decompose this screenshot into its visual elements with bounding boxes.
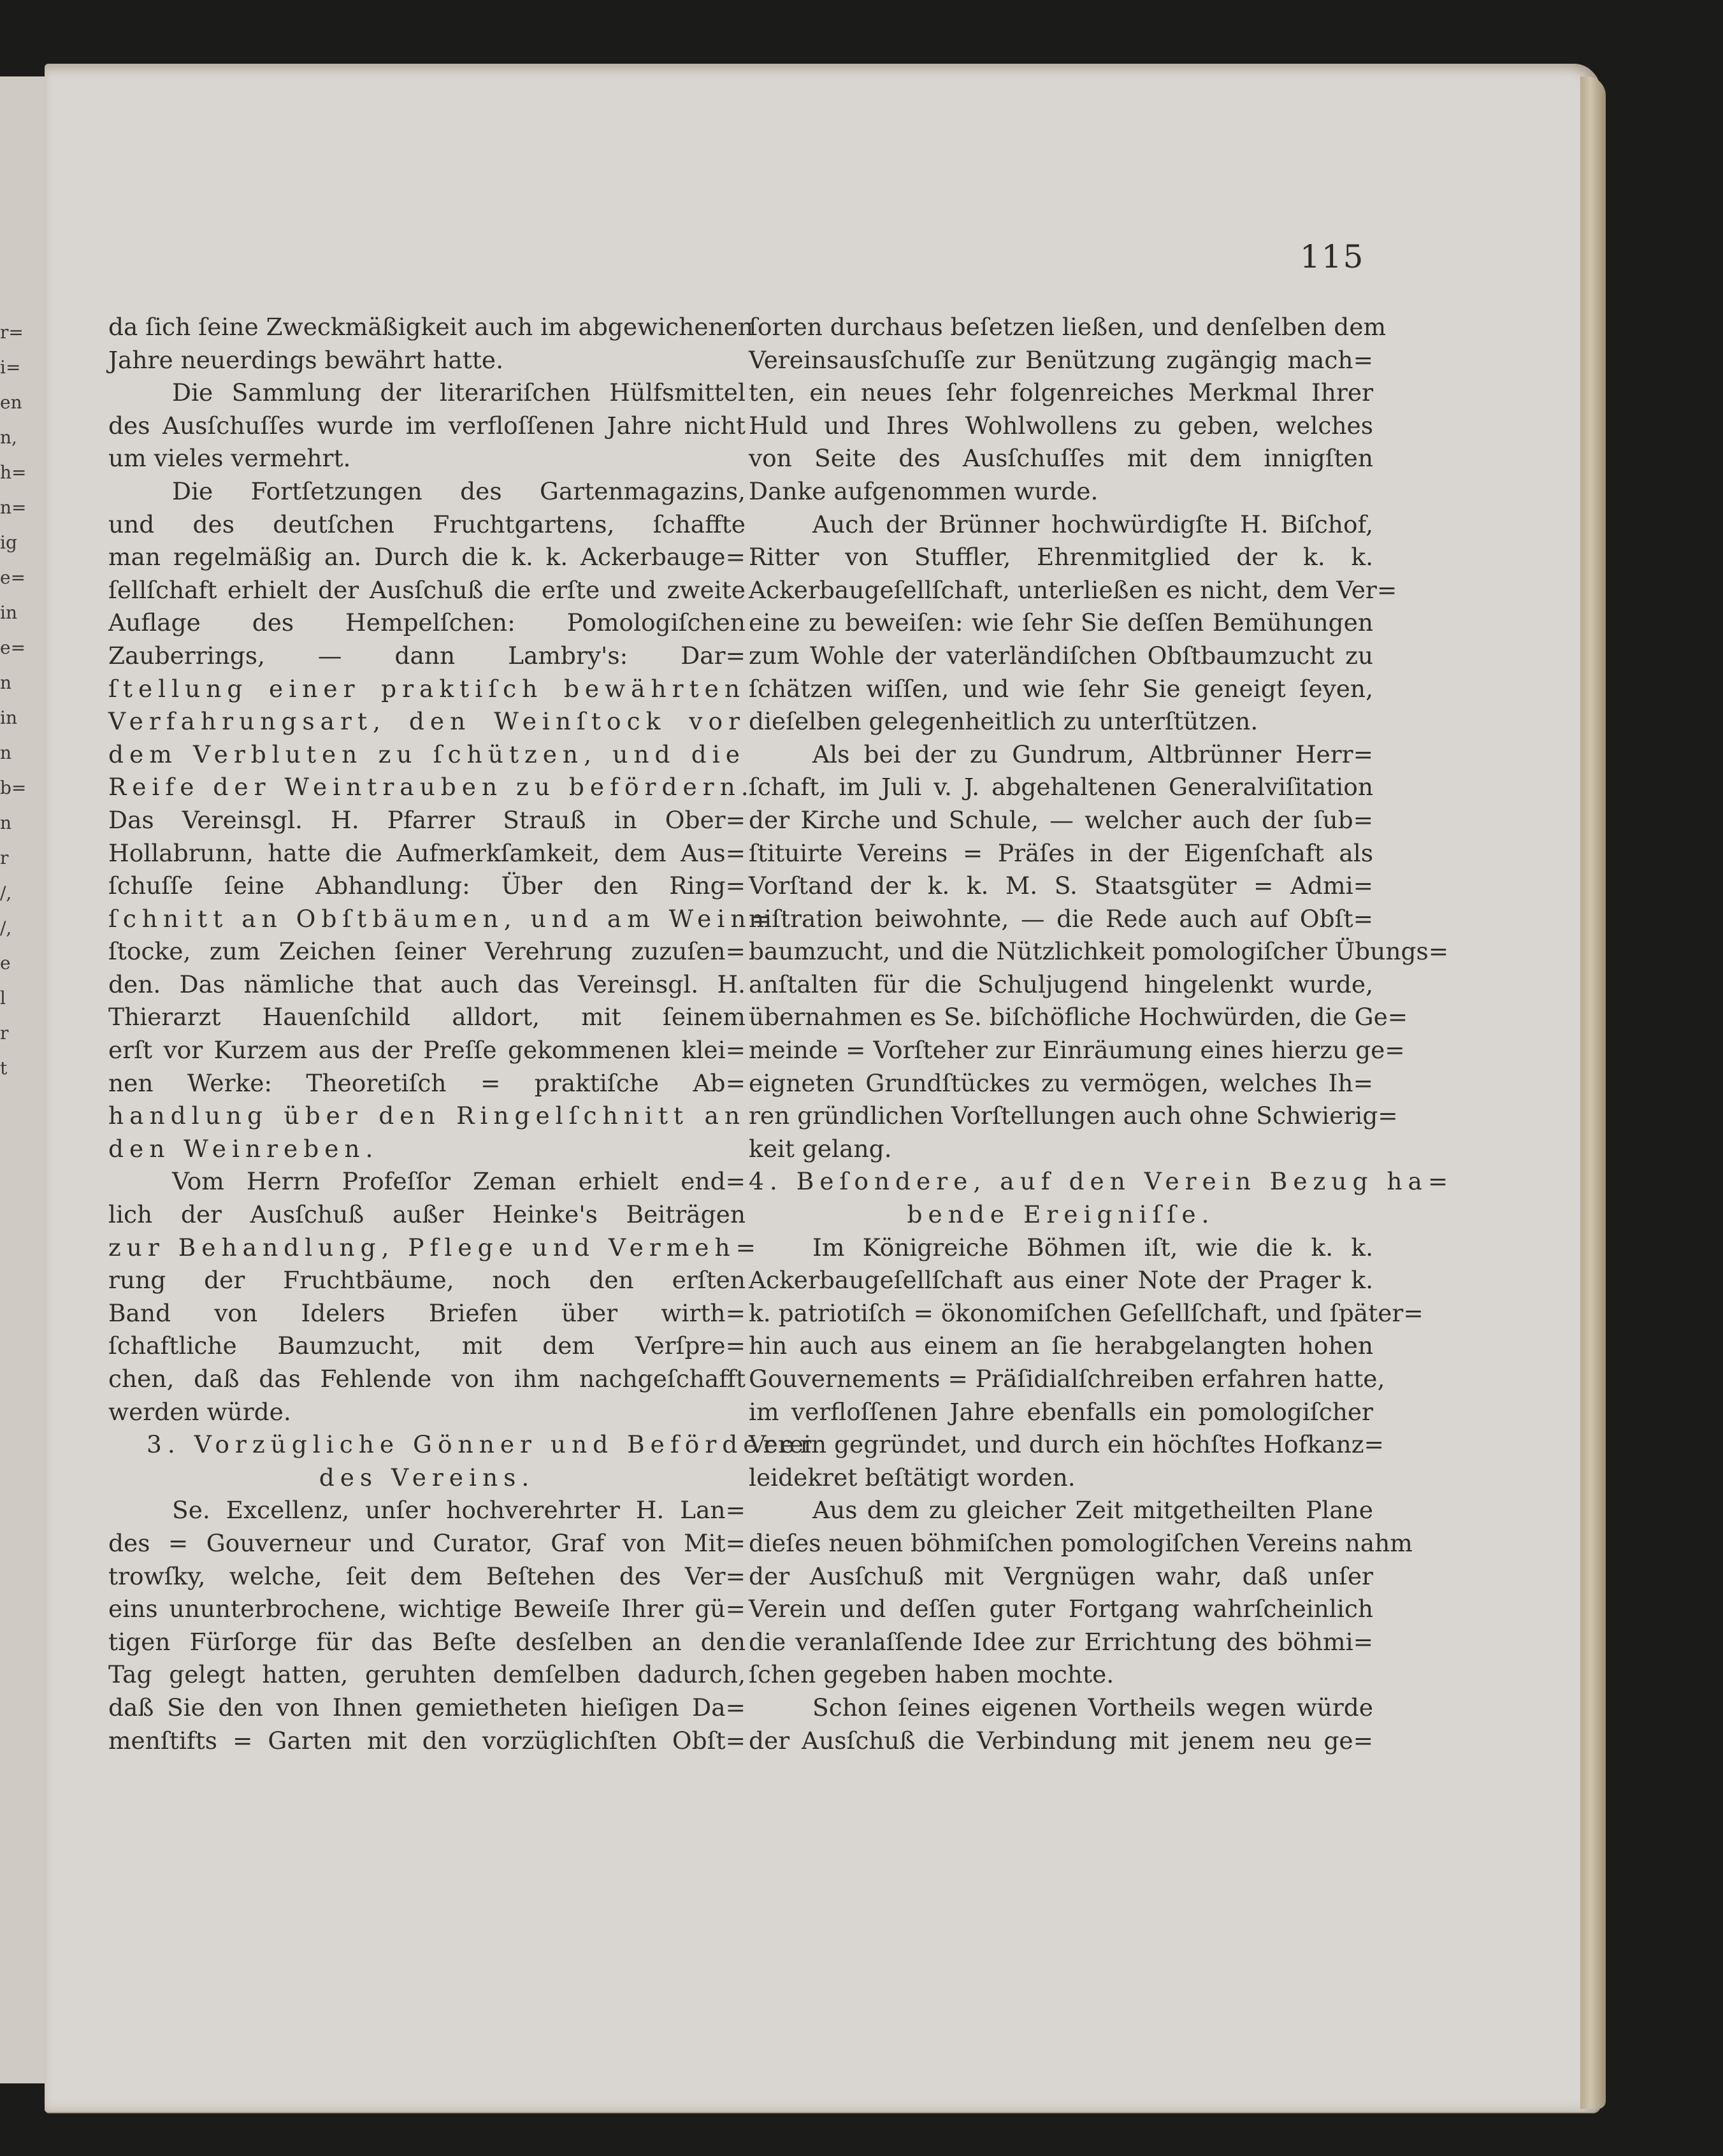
text-line: ren gründlichen Vorſtellungen auch ohne Schwierig= — [749, 1102, 1398, 1130]
text-line: die veranlaſſende Idee zur Errichtung des böhmi= — [749, 1627, 1373, 1656]
text-line: ſellſchaft erhielt der Ausſchuß die erſte und zweite — [108, 575, 746, 604]
facing-page-fragment: e= — [0, 637, 26, 658]
text-line: da ſich ſeine Zweckmäßigkeit auch im abgewichenen — [108, 313, 754, 341]
text-line: des Ausſchuſſes wurde im verfloſſenen Jahre nicht — [108, 411, 746, 440]
text-line: Huld und Ihres Wohlwollens zu geben, welches — [749, 411, 1373, 440]
facing-page-fragment: e — [0, 952, 11, 974]
text-line: man regelmäßig an. Durch die k. k. Ackerbauge= — [108, 543, 746, 571]
facing-page-fragment: in — [0, 602, 17, 623]
facing-page-fragment: e= — [0, 567, 26, 588]
text-line: um vieles vermehrt. — [108, 444, 351, 473]
text-line: Im Königreiche Böhmen iſt, wie die k. k. — [812, 1233, 1373, 1261]
text-line: Vereinsausſchuſſe zur Benützung zugängig mach= — [749, 345, 1373, 374]
text-line: ten, ein neues ſehr folgenreiches Merkmal Ihrer — [749, 378, 1373, 407]
facing-page-fragment: /, — [0, 917, 12, 938]
text-line: Thierarzt Hauenſchild alldort, mit ſeinem — [108, 1003, 746, 1031]
text-line: ſtellung einer praktiſch bewährten — [108, 674, 746, 703]
text-line: Band von Idelers Briefen über wirth= — [108, 1298, 746, 1327]
facing-page-fragment: l — [0, 988, 6, 1009]
text-line: des = Gouverneur und Curator, Graf von Mit= — [108, 1528, 746, 1557]
facing-page-fragment: in — [0, 707, 17, 728]
text-line: ſchen gegeben haben mochte. — [749, 1660, 1114, 1689]
text-line: Verein und deſſen guter Fortgang wahrſcheinlich — [749, 1595, 1373, 1623]
text-line: ſorten durchaus beſetzen ließen, und denſelben dem — [749, 313, 1387, 341]
text-line: Das Vereinsgl. H. Pfarrer Strauß in Ober= — [108, 805, 746, 834]
facing-page-fragment: r — [0, 1023, 9, 1044]
facing-page-fragment: /, — [0, 882, 12, 903]
facing-page-fragment: n — [0, 742, 12, 763]
text-line: Ackerbaugeſellſchaft aus einer Note der Prager k. — [749, 1266, 1373, 1295]
text-line: eigneten Grundſtückes zu vermögen, welches Ih= — [749, 1068, 1373, 1097]
text-line: zur Behandlung, Pflege und Vermeh= — [108, 1233, 762, 1261]
text-line: der Kirche und Schule, — welcher auch der ſub= — [749, 805, 1373, 834]
text-line: Aus dem zu gleicher Zeit mitgetheilten Plane — [812, 1496, 1373, 1525]
text-line: Schon ſeines eigenen Vortheils wegen würde — [812, 1693, 1373, 1721]
text-line: k. patriotiſch = ökonomiſchen Geſellſchaft, und ſpäter= — [749, 1298, 1424, 1327]
text-line: ſtituirte Vereins = Präſes in der Eigenſchaft als — [749, 838, 1373, 867]
text-line: nen Werke: Theoretiſch = praktiſche Ab= — [108, 1068, 746, 1097]
text-line: ſchaft, im Juli v. J. abgehaltenen Generalviſitation — [749, 773, 1373, 801]
text-line: Verfahrungsart, den Weinſtock vor — [108, 707, 746, 736]
facing-page-fragment: i= — [0, 357, 21, 378]
text-line: Als bei der zu Gundrum, Altbrünner Herr= — [812, 740, 1373, 768]
text-line: Jahre neuerdings bewährt hatte. — [108, 345, 503, 374]
text-line: ſchaftliche Baumzucht, mit dem Verſpre= — [108, 1332, 746, 1360]
facing-page-fragment: b= — [0, 777, 27, 798]
left-text-column — [108, 311, 818, 1757]
text-line: Ritter von Stuffler, Ehrenmitglied der k. k. — [749, 543, 1373, 571]
text-line: den. Das nämliche that auch das Vereinsgl. H. — [108, 970, 746, 998]
text-line: Die Sammlung der literariſchen Hülfsmittel — [172, 378, 746, 407]
text-line: keit gelang. — [749, 1134, 892, 1163]
text-line: 4. Beſondere, auf den Verein Bezug ha= — [749, 1167, 1454, 1196]
text-line: eins ununterbrochene, wichtige Beweiſe Ihrer gü= — [108, 1595, 746, 1623]
facing-page-fragment: n — [0, 812, 12, 833]
text-line: dem Verbluten zu ſchützen, und die — [108, 740, 746, 768]
facing-page-fragment: n — [0, 672, 12, 693]
text-line: leidekret beſtätigt worden. — [749, 1463, 1076, 1491]
text-line: chen, daß das Fehlende von ihm nachgeſchafft — [108, 1365, 746, 1393]
text-line: erſt vor Kurzem aus der Preſſe gekommenen klei= — [108, 1036, 746, 1065]
text-line: Verein gegründet, und durch ein höchſtes Hofkanz= — [749, 1430, 1384, 1459]
text-line: handlung über den Ringelſchnitt an — [108, 1102, 746, 1130]
text-line: tigen Fürſorge für das Beſte desſelben an den — [108, 1627, 746, 1656]
text-line: der Ausſchuß mit Vergnügen wahr, daß unſer — [749, 1562, 1373, 1590]
text-line: Ackerbaugeſellſchaft, unterließen es nicht, dem Ver= — [749, 575, 1397, 604]
text-line: eine zu beweiſen: wie ſehr Sie deſſen Bemühungen — [749, 608, 1373, 637]
text-line: zum Wohle der vaterländiſchen Obſtbaumzucht zu — [749, 641, 1373, 670]
facing-page-fragment: en — [0, 392, 22, 413]
facing-page-fragment: n= — [0, 497, 27, 518]
facing-page-fragment: ig — [0, 532, 17, 553]
text-line: bende Ereigniſſe. — [907, 1200, 1215, 1229]
text-line: meinde = Vorſteher zur Einräumung eines hierzu ge= — [749, 1036, 1405, 1065]
text-line: ſchuſſe ſeine Abhandlung: Über den Ring= — [108, 872, 746, 900]
facing-page-fragment: r= — [0, 322, 24, 343]
text-line: den Weinreben. — [108, 1134, 379, 1163]
text-line: dieſes neuen böhmiſchen pomologiſchen Vereins nahm — [749, 1528, 1413, 1557]
facing-page-fragment: n, — [0, 427, 17, 448]
text-line: menſtifts = Garten mit den vorzüglichſten Obſt= — [108, 1726, 746, 1755]
text-line: daß Sie den von Ihnen gemietheten hieſigen Da= — [108, 1693, 746, 1721]
text-line: niſtration beiwohnte, — die Rede auch auf Obſt= — [749, 904, 1373, 933]
text-line: Gouvernements = Präſidialſchreiben erfahren hatte, — [749, 1365, 1385, 1393]
page-number: 115 — [1300, 238, 1365, 275]
text-line: trowſky, welche, ſeit dem Beſtehen des Ver= — [108, 1562, 746, 1590]
text-line: der Ausſchuß die Verbindung mit jenem neu ge= — [749, 1726, 1373, 1755]
facing-page-fragment: t — [0, 1058, 8, 1079]
text-line: im verfloſſenen Jahre ebenfalls ein pomologiſcher — [749, 1397, 1373, 1426]
text-line: Tag gelegt hatten, geruhten demſelben dadurch, — [108, 1660, 746, 1689]
text-line: Auch der Brünner hochwürdigſte H. Biſchof, — [812, 510, 1373, 538]
text-line: ſtocke, zum Zeichen ſeiner Verehrung zuzuſen= — [108, 937, 746, 966]
text-line: Zauberrings, — dann Lambry's: Dar= — [108, 641, 746, 670]
text-line: ſchätzen wiſſen, und wie ſehr Sie geneigt ſeyen, — [749, 674, 1373, 703]
text-line: dieſelben gelegenheitlich zu unterſtützen. — [749, 707, 1258, 736]
facing-page-fragment: h= — [0, 462, 27, 483]
right-text-column — [749, 311, 1454, 1757]
text-line: Auflage des Hempelſchen: Pomologiſchen — [108, 608, 746, 637]
text-line: ſchnitt an Obſtbäumen, und am Wein= — [108, 904, 777, 933]
text-line: Reife der Weintrauben zu befördern. — [108, 773, 754, 801]
text-line: und des deutſchen Fruchtgartens, ſchaffte — [108, 510, 746, 538]
text-line: rung der Fruchtbäume, noch den erſten — [108, 1266, 746, 1295]
text-line: Vorſtand der k. k. M. S. Staatsgüter = Admi= — [749, 872, 1373, 900]
text-line: Die Fortſetzungen des Gartenmagazins, — [172, 477, 746, 505]
text-line: anſtalten für die Schuljugend hingelenkt wurde, — [749, 970, 1373, 998]
text-line: werden würde. — [108, 1397, 291, 1426]
text-line: hin auch aus einem an ſie herabgelangten hohen — [749, 1332, 1373, 1360]
text-line: Danke aufgenommen wurde. — [749, 477, 1099, 505]
text-line: lich der Ausſchuß außer Heinke's Beiträgen — [108, 1200, 746, 1229]
page-edge — [1580, 76, 1606, 2109]
text-line: Se. Excellenz, unſer hochverehrter H. Lan= — [172, 1496, 746, 1525]
facing-page-fragment: r — [0, 847, 9, 868]
text-line: Vom Herrn Profeſſor Zeman erhielt end= — [172, 1167, 746, 1196]
text-line: des Vereins. — [319, 1463, 535, 1491]
text-line: 3. Vorzügliche Gönner und Beförderer — [147, 1430, 818, 1459]
text-line: von Seite des Ausſchuſſes mit dem innigſten — [749, 444, 1373, 473]
text-line: Hollabrunn, hatte die Aufmerkſamkeit, dem Aus= — [108, 838, 746, 867]
text-line: übernahmen es Se. biſchöfliche Hochwürden, die Ge= — [749, 1003, 1408, 1031]
text-line: baumzucht, und die Nützlichkeit pomologiſcher Übungs= — [749, 937, 1449, 966]
